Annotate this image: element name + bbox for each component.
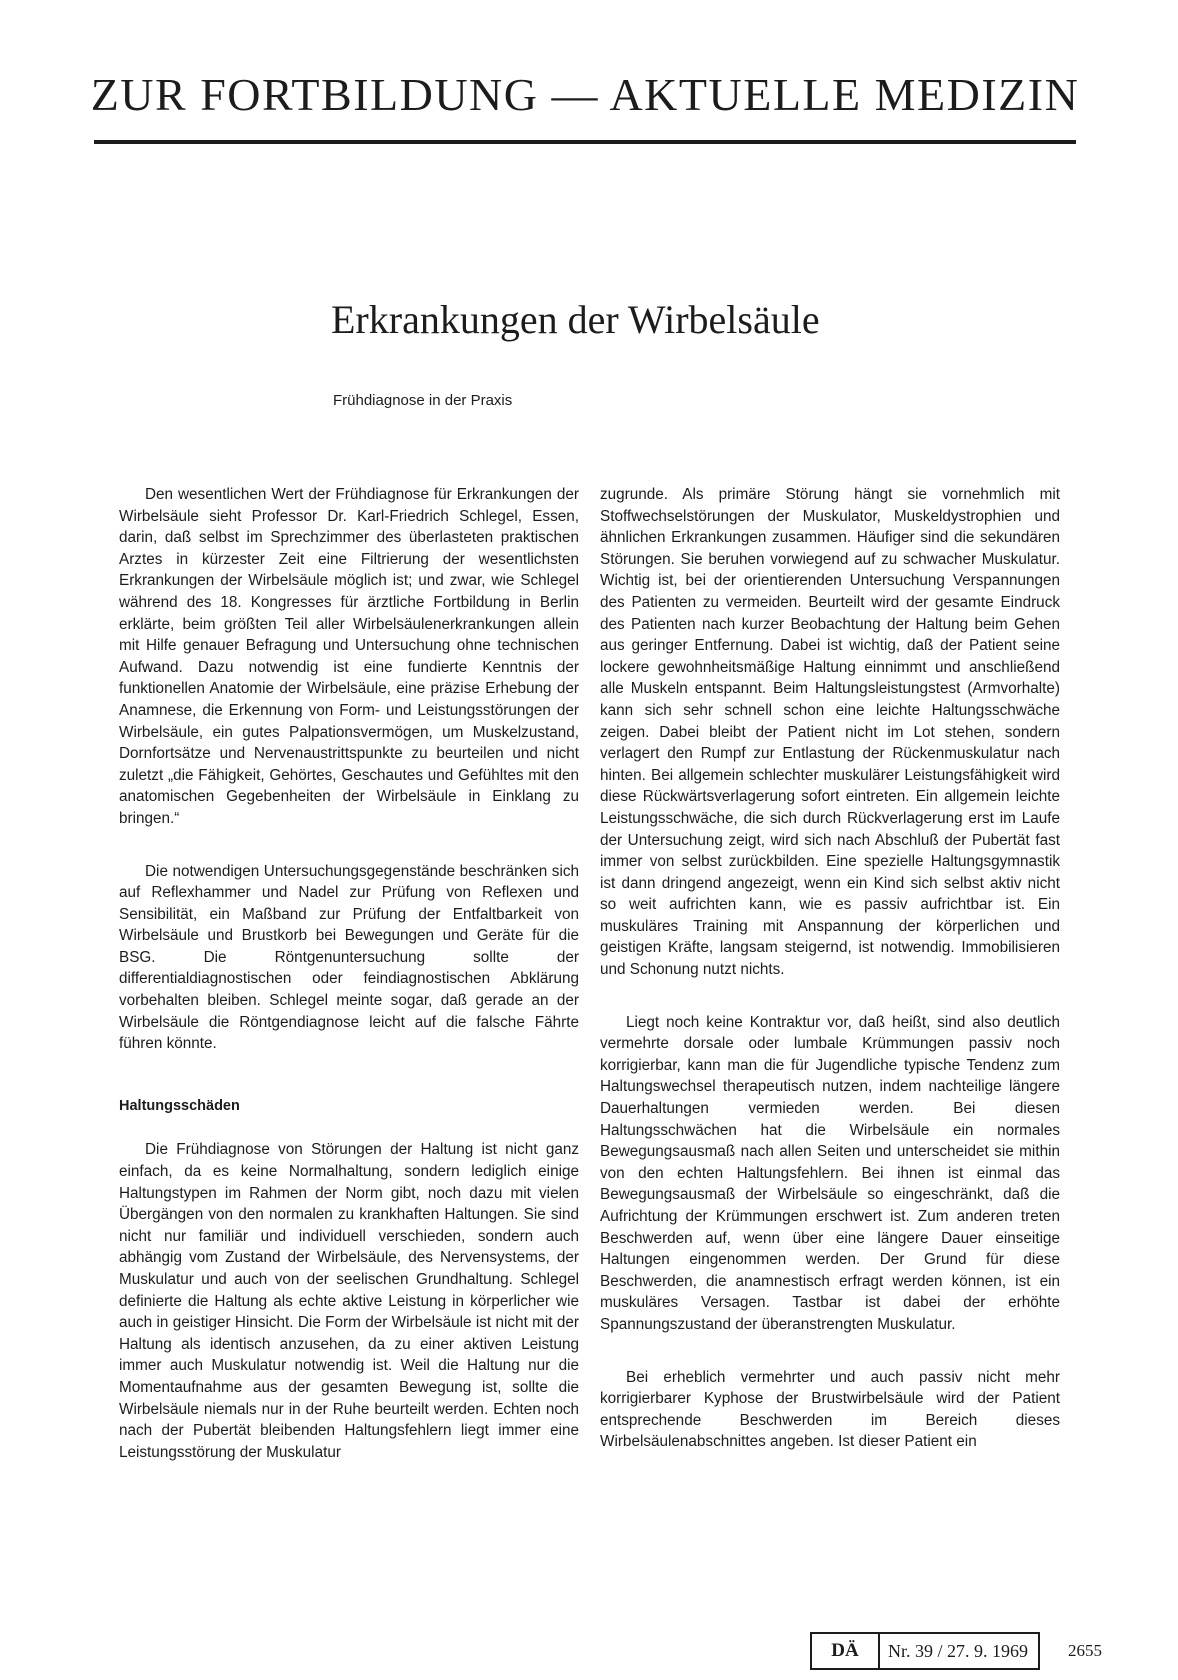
text-column-left xyxy=(119,484,579,1463)
paragraph: Den wesentlichen Wert der Frühdiagnose für Erkrankungen der Wirbelsäule sieht Professor Dr. Karl-Friedrich Schlegel, Essen, darin, daß selbst im Sprechzimmer des überlasteten praktischen Arztes in kürzester Zeit eine Filtrierung der wesentlichsten Erkrankungen der Wirbelsäule möglich ist; und zwar, wie Schlegel während des 18. Kongresses für ärztliche Fortbildung in Berlin erklärte, beim größten Teil aller Wirbelsäulenerkrankungen allein mit Hilfe genauer Befragung und Untersuchung ohne technischen Aufwand. Dazu notwendig ist eine fundierte Kenntnis der funktionellen Anatomie der Wirbelsäule, eine präzise Erhebung der Anamnese, die Erkennung von Form- und Leistungsstörungen der Wirbelsäule, ein gutes Palpationsvermögen, um Muskelzustand, Dornfortsätze und Nervenaustrittspunkte zu beurteilen und nicht zuletzt „die Fähigkeit, Gehörtes, Geschautes und Gefühltes mit den anatomischen Gegebenheiten der Wirbelsäule in Einklang zu bringen.“ xyxy=(119,486,579,827)
journal-reference-box xyxy=(810,1632,1040,1670)
page-number: 2655 xyxy=(1068,1641,1103,1660)
paragraph: zugrunde. Als primäre Störung hängt sie vornehmlich mit Stoffwechselstörungen der Muskulator, Muskeldystrophien und ähnlichen Erkrankungen zusammen. Häufiger sind die sekundären Störungen. Sie beruhen vorwiegend auf zu schwacher Muskulatur. Wichtig ist, bei der orientierenden Untersuchung Verspannungen des Patienten zu vermeiden. Beurteilt wird der gesamte Eindruck des Patienten nach kurzer Beobachtung der Haltung beim Gehen aus geringer Entfernung. Dabei ist wichtig, daß der Patient seine lockere gewohnheitsmäßige Haltung einnimmt und anschließend alle Muskeln entspannt. Beim Haltungsleistungstest (Armvorhalte) kann sich sehr schnell schon eine leichte Haltungsschwäche zeigen. Dabei bleibt der Patient nicht im Lot stehen, sondern verlagert den Rumpf zur Entlastung der Rückenmuskulatur nach hinten. Bei allgemein schlechter muskulärer Leistungsfähigkeit wird diese Rückwärtsverlagerung sofort eintreten. Ein allgemein leichte Leistungsschwäche, die sich durch Rückverlagerung erst im Laufe der Untersuchung zeigt, wird sich nach Abschluß der Pubertät fast immer von selbst zurückbilden. Eine spezielle Haltungsgymnastik ist dann dringend angezeigt, wenn ein Kind sich selbst aktiv nicht so weit aufrichten kann, wie es passiv aufrichtbar ist. Ein muskuläres Training mit Anspannung der körperlichen und geistigen Kräfte, langsam steigernd, ist notwendig. Immobilisieren und Schonung nutzt nichts. xyxy=(600,486,1060,979)
paragraph: Bei erheblich vermehrter und auch passiv nicht mehr korrigierbarer Kyphose der Brustwirbelsäule wird der Patient entsprechende Beschwerden im Bereich dieses Wirbelsäulenabschnittes angeben. Ist dieser Patient ein xyxy=(600,1368,1060,1451)
section-header-title: ZUR FORTBILDUNG — AKTUELLE MEDIZIN xyxy=(90,69,1080,120)
paragraph: Die Frühdiagnose von Störungen der Haltung ist nicht ganz einfach, da es keine Normalhaltung, sondern lediglich einige Haltungstypen im Rahmen der Norm gibt, noch dazu mit vielen Übergängen von den normalen zu krankhaften Haltungen. Sie sind nicht nur familiär und individuell verschieden, sondern auch abhängig vom Zustand der Wirbelsäule, des Nervensystems, der Muskulatur und auch von der seelischen Grundhaltung. Schlegel definierte die Haltung als echte aktive Leistung in körperlicher wie auch in geistiger Hinsicht. Die Form der Wirbelsäule ist nicht mit der Haltung als identisch anzusehen, da zu einer aktiven Leistung immer auch Muskulatur notwendig ist. Weil die Haltung nur die Momentaufnahme aus der gesamten Bewegung ist, sollte die Wirbelsäule niemals nur in der Ruhe beurteilt werden. Echten noch nach der Pubertät bleibenden Haltungsfehlern liegt immer eine Leistungsstörung der Muskulatur xyxy=(119,1141,579,1461)
paragraph: Liegt noch keine Kontraktur vor, daß heißt, sind also deutlich vermehrte dorsale oder lumbale Krümmungen passiv noch korrigierbar, kann man die für Jugendliche typische Tendenz zum Haltungswechsel therapeutisch nutzen, indem nachteilige längere Dauerhaltungen vermieden werden. Bei diesen Haltungsschwächen hat die Wirbelsäule ein normales Bewegungsausmaß nach allen Seiten und unterscheidet sie mithin von den echten Haltungsfehlern. Bei ihnen ist einmal das Bewegungsausmaß der Wirbelsäule so eingeschränkt, daß die Aufrichtung der Krümmungen erschwert ist. Zum anderen treten Beschwerden auf, wenn über eine längere Dauer einseitige Haltungen eingenommen werden. Der Grund für diese Beschwerden, die anamnestisch erfragt werden können, ist ein muskuläres Versagen. Tastbar ist dabei der erhöhte Spannungszustand der überanstrengten Muskulatur. xyxy=(600,1013,1060,1333)
issue-reference: Nr. 39 / 27. 9. 1969 xyxy=(888,1640,1029,1661)
article-title: Erkrankungen der Wirbelsäule xyxy=(331,297,820,342)
journal-logo: DÄ xyxy=(812,1634,880,1668)
text-column-right xyxy=(600,484,1060,1453)
article-subtitle: Frühdiagnose in der Praxis xyxy=(333,392,513,409)
page-footer xyxy=(810,1631,1102,1671)
header-rule xyxy=(94,140,1076,144)
paragraph: Die notwendigen Untersuchungsgegenstände beschränken sich auf Reflexhammer und Nadel zur Prüfung von Reflexen und Sensibilität, ein Maßband zur Prüfung der Entfaltbarkeit von Wirbelsäule und Brustkorb bei Bewegungen und Geräte für die BSG. Die Röntgenuntersuchung sollte der differentialdiagnostischen oder feindiagnostischen Abklärung vorbehalten bleiben. Schlegel meinte sogar, daß gerade an der Wirbelsäule die Röntgendiagnose leicht auf die falsche Fährte führen könnte. xyxy=(119,862,579,1053)
section-heading: Haltungsschäden xyxy=(119,1097,240,1114)
